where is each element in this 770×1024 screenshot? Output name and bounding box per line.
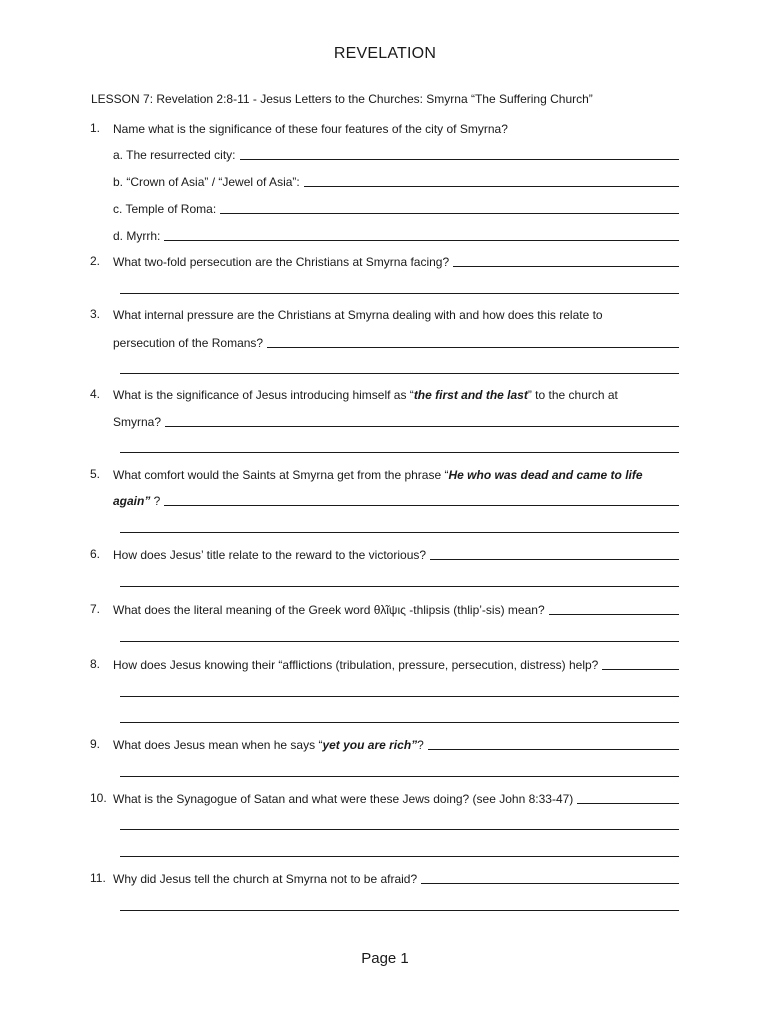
subquestion-text: d. Myrrh: — [113, 229, 161, 243]
question-text: What comfort would the Saints at Smyrna get from the phrase “He who was dead and came to life — [113, 468, 643, 482]
question-3-cont — [113, 334, 679, 350]
answer-blank[interactable] — [120, 281, 679, 294]
question-number: 3. — [90, 307, 101, 321]
answer-blank[interactable] — [549, 602, 679, 615]
question-number: 9. — [90, 737, 101, 751]
question-1a — [113, 146, 679, 162]
question-text: How does Jesus’ title relate to the reward to the victorious? — [113, 548, 427, 562]
question-number: 11. — [90, 871, 106, 885]
answer-blank[interactable] — [120, 817, 679, 830]
answer-blank[interactable] — [120, 710, 679, 723]
answer-line — [120, 573, 679, 589]
answer-blank[interactable] — [120, 629, 679, 642]
lesson-heading: LESSON 7: Revelation 2:8-11 - Jesus Letters to the Churches: Smyrna “The Suffering Church” — [91, 92, 593, 106]
answer-line — [120, 763, 679, 779]
question-4-cont — [113, 413, 679, 429]
emphasis-text: yet you are rich” — [322, 738, 418, 752]
question-9 — [90, 736, 679, 752]
question-number: 7. — [90, 602, 101, 616]
question-text: What is the significance of Jesus introducing himself as “the first and the last” to the church at — [113, 388, 618, 402]
subquestion-text: b. “Crown of Asia” / “Jewel of Asia”: — [113, 175, 300, 189]
answer-line — [120, 360, 679, 376]
answer-blank[interactable] — [304, 174, 679, 187]
answer-blank[interactable] — [120, 844, 679, 857]
answer-blank[interactable] — [120, 440, 679, 453]
question-3 — [90, 306, 679, 322]
answer-line — [120, 683, 679, 699]
answer-line — [120, 709, 679, 725]
question-text: What does Jesus mean when he says “yet you are rich”? — [113, 738, 424, 752]
page-number: Page 1 — [361, 950, 409, 967]
answer-line — [120, 280, 679, 296]
answer-blank[interactable] — [120, 520, 679, 533]
question-number: 8. — [90, 657, 101, 671]
question-11 — [90, 870, 679, 886]
question-number: 10. — [90, 791, 107, 805]
answer-blank[interactable] — [220, 201, 679, 214]
question-number: 5. — [90, 467, 101, 481]
answer-blank[interactable] — [164, 493, 679, 506]
answer-blank[interactable] — [165, 414, 679, 427]
answer-line — [120, 897, 679, 913]
question-number: 2. — [90, 254, 101, 268]
answer-blank[interactable] — [120, 574, 679, 587]
question-8 — [90, 656, 679, 672]
answer-blank[interactable] — [430, 547, 679, 560]
answer-line — [120, 843, 679, 859]
question-1d — [113, 227, 679, 243]
question-1b — [113, 173, 679, 189]
question-7 — [90, 601, 679, 617]
emphasis-text: the first and the last — [413, 388, 528, 402]
answer-line — [120, 439, 679, 455]
answer-blank[interactable] — [120, 361, 679, 374]
subquestion-text: c. Temple of Roma: — [113, 202, 217, 216]
question-text: persecution of the Romans? — [113, 336, 264, 350]
question-text: What internal pressure are the Christians at Smyrna dealing with and how does this relate to — [113, 308, 603, 322]
answer-blank[interactable] — [602, 657, 679, 670]
question-text: Why did Jesus tell the church at Smyrna not to be afraid? — [113, 872, 418, 886]
question-number: 4. — [90, 387, 101, 401]
answer-blank[interactable] — [120, 684, 679, 697]
question-1 — [90, 120, 679, 136]
question-text: Name what is the significance of these four features of the city of Smyrna? — [113, 122, 508, 136]
subquestion-text: a. The resurrected city: — [113, 148, 236, 162]
answer-line — [120, 816, 679, 832]
question-6 — [90, 546, 679, 562]
answer-blank[interactable] — [267, 335, 679, 348]
question-1c — [113, 200, 679, 216]
question-number: 6. — [90, 547, 101, 561]
question-text: How does Jesus knowing their “afflictions (tribulation, pressure, persecution, distress) help? — [113, 658, 599, 672]
question-text: again” ? — [113, 494, 161, 508]
question-number: 1. — [90, 121, 101, 135]
answer-blank[interactable] — [577, 791, 679, 804]
emphasis-text: He who was dead and came to life — [448, 468, 643, 482]
answer-line — [120, 519, 679, 535]
answer-blank[interactable] — [453, 254, 679, 267]
answer-blank[interactable] — [428, 737, 679, 750]
answer-blank[interactable] — [120, 764, 679, 777]
question-text: What does the literal meaning of the Greek word θλῖψις -thlipsis (thlip’-sis) mean? — [113, 603, 545, 617]
question-2 — [90, 253, 679, 269]
question-text: Smyrna? — [113, 415, 162, 429]
question-4 — [90, 386, 679, 402]
question-text: What two-fold persecution are the Christians at Smyrna facing? — [113, 255, 450, 269]
question-5 — [90, 466, 679, 482]
question-5-cont — [113, 492, 679, 508]
answer-line — [120, 628, 679, 644]
question-text: What is the Synagogue of Satan and what were these Jews doing? (see John 8:33-47) — [113, 792, 574, 806]
emphasis-text: again” — [113, 494, 151, 508]
answer-blank[interactable] — [240, 147, 680, 160]
answer-blank[interactable] — [164, 228, 679, 241]
question-10 — [90, 790, 679, 806]
answer-blank[interactable] — [421, 871, 679, 884]
page-title: REVELATION — [333, 45, 437, 62]
answer-blank[interactable] — [120, 898, 679, 911]
